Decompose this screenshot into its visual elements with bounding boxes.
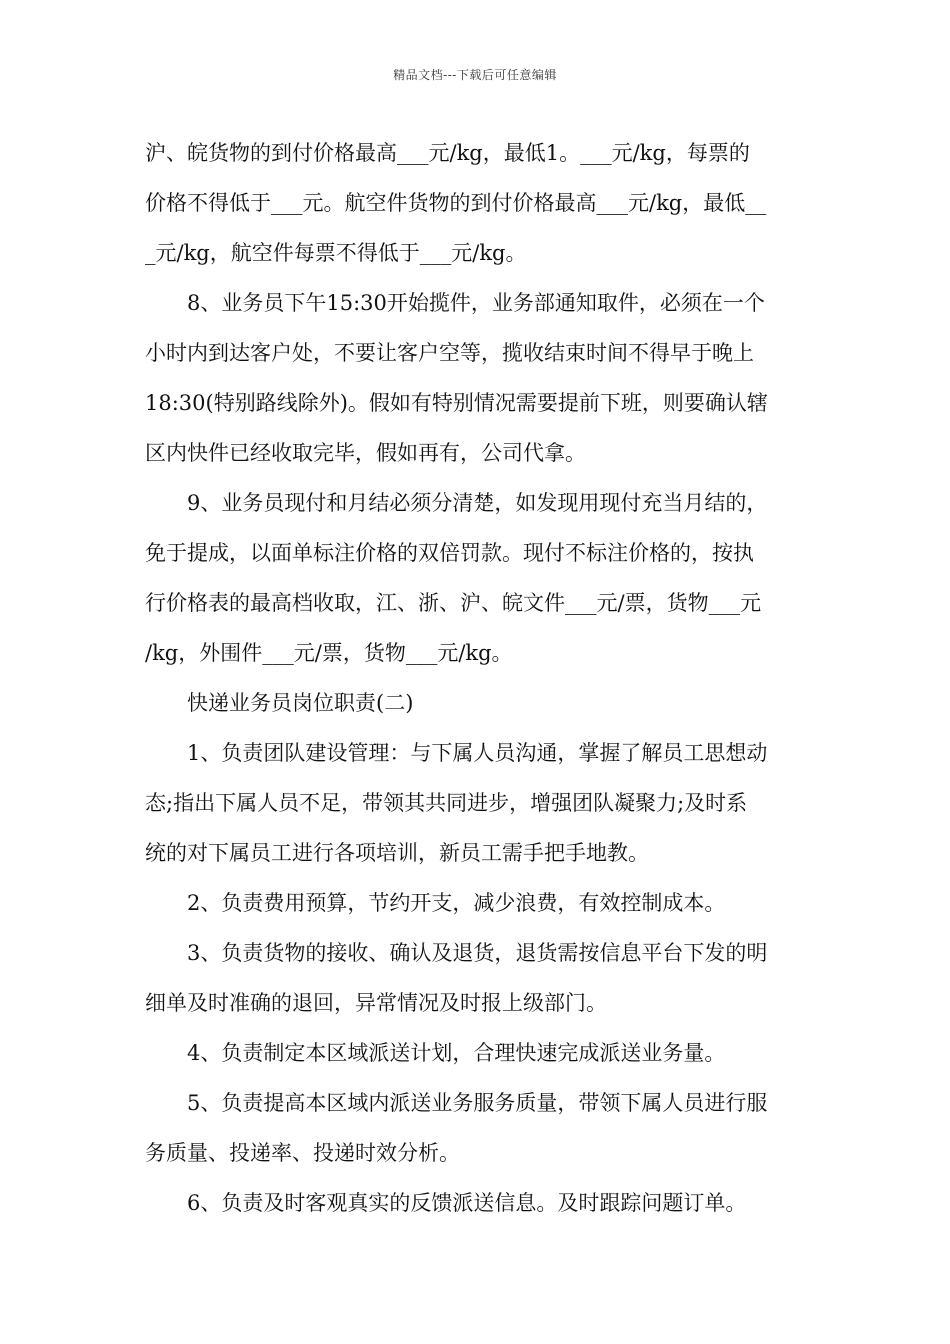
- text-line: 价格不得低于___元。航空件货物的到付价格最高___元/kg，最低__: [145, 191, 767, 215]
- page-header: 精品文档---下载后可任意编辑: [393, 68, 557, 82]
- text-line: 8、业务员下午15:30开始揽件，业务部通知取件，必须在一个: [187, 291, 765, 315]
- paragraph-rates-continued: [145, 128, 805, 278]
- section-heading: [145, 678, 805, 728]
- paragraph-duty-1: [145, 728, 805, 878]
- paragraph-duty-3: [145, 928, 805, 1028]
- text-line: 1、负责团队建设管理：与下属人员沟通，掌握了解员工思想动: [187, 741, 768, 765]
- text-line: 9、业务员现付和月结必须分清楚，如发现用现付充当月结的，: [187, 491, 768, 515]
- section-title: 快递业务员岗位职责(二): [187, 691, 414, 715]
- text-line: 6、负责及时客观真实的反馈派送信息。及时跟踪问题订单。: [187, 1191, 747, 1215]
- text-line: 2、负责费用预算，节约开支，减少浪费，有效控制成本。: [187, 891, 726, 915]
- text-line: 小时内到达客户处，不要让客户空等，揽收结束时间不得早于晚上: [145, 341, 754, 365]
- text-line: 18:30(特别路线除外)。假如有特别情况需要提前下班，则要确认辖: [145, 391, 768, 415]
- text-line: 态;指出下属人员不足，带领其共同进步，增强团队凝聚力;及时系: [145, 791, 748, 815]
- text-line: 沪、皖货物的到付价格最高___元/kg，最低1。___元/kg，每票的: [145, 141, 750, 165]
- paragraph-duty-5: [145, 1078, 805, 1178]
- text-line: 行价格表的最高档收取，江、浙、沪、皖文件___元/票，货物___元: [145, 591, 762, 615]
- document-body: [145, 128, 805, 1228]
- text-line: /kg，外围件___元/票，货物___元/kg。: [145, 641, 513, 665]
- text-line: 4、负责制定本区域派送计划，合理快速完成派送业务量。: [187, 1041, 726, 1065]
- text-line: 5、负责提高本区域内派送业务服务质量，带领下属人员进行服: [187, 1091, 768, 1115]
- paragraph-duty-2: [145, 878, 805, 928]
- paragraph-duty-6: [145, 1178, 805, 1228]
- text-line: 免于提成，以面单标注价格的双倍罚款。现付不标注价格的，按执: [145, 541, 754, 565]
- text-line: _元/kg，航空件每票不得低于___元/kg。: [145, 241, 527, 265]
- text-line: 细单及时准确的退回，异常情况及时报上级部门。: [145, 991, 607, 1015]
- text-line: 务质量、投递率、投递时效分析。: [145, 1141, 460, 1165]
- text-line: 区内快件已经收取完毕，假如再有，公司代拿。: [145, 441, 586, 465]
- text-line: 统的对下属员工进行各项培训，新员工需手把手地教。: [145, 841, 649, 865]
- paragraph-item-9: [145, 478, 805, 678]
- paragraph-duty-4: [145, 1028, 805, 1078]
- text-line: 3、负责货物的接收、确认及退货，退货需按信息平台下发的明: [187, 941, 768, 965]
- paragraph-item-8: [145, 278, 805, 478]
